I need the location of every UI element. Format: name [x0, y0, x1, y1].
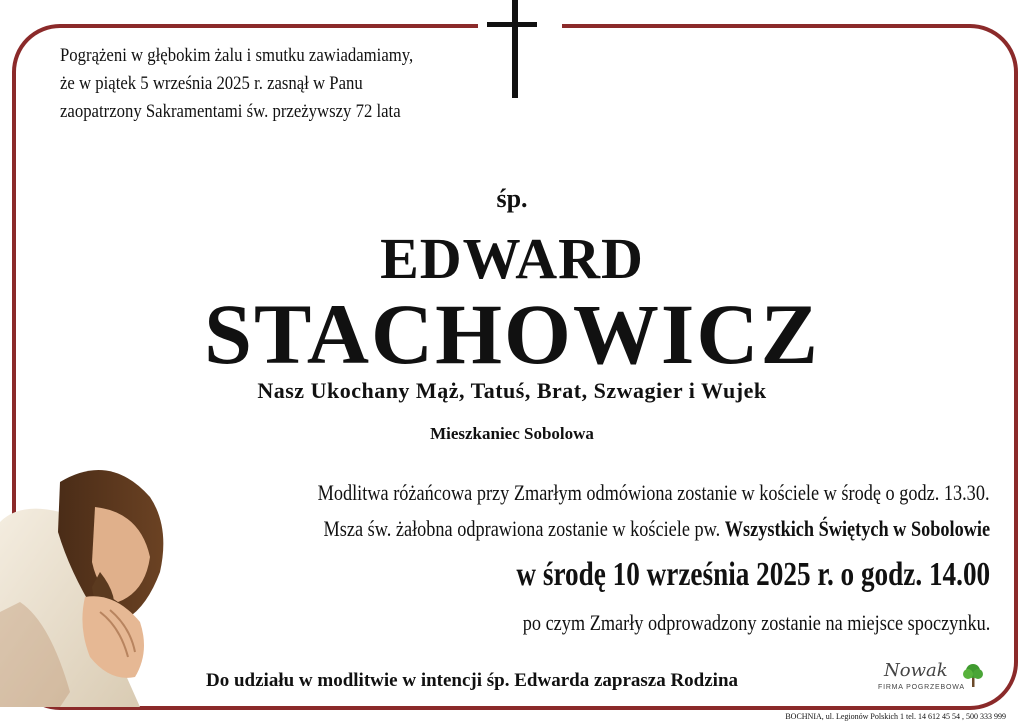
rosary-line: Modlitwa różańcowa przy Zmarłym odmówiona zostanie w kościele w środę o godz. 13.30. [318, 480, 990, 505]
intro-line-1: Pogrążeni w głębokim żalu i smutku zawiadamiamy, [60, 45, 414, 66]
intro-line-2: że w piątek 5 września 2025 r. zasnął w Panu [60, 73, 363, 94]
honorific-prefix: śp. [496, 184, 528, 213]
church-name: Wszystkich Świętych w Sobolowie [724, 516, 990, 541]
mass-prefix: Msza św. żałobna odprawiona zostanie w kościele pw. [323, 516, 721, 541]
logo-name: Nowak [884, 660, 948, 681]
invitation-line: Do udziału w modlitwie w intencji śp. Edwarda zaprasza Rodzina [206, 670, 739, 691]
residence-line: Mieszkaniec Sobolowa [430, 424, 594, 443]
mass-line [323, 516, 990, 542]
praying-jesus-image [0, 462, 175, 712]
tree-icon [960, 662, 986, 688]
date-time-line: w środę 10 września 2025 r. o godz. 14.00 [516, 556, 990, 593]
logo-subtitle: FIRMA POGRZEBOWA [878, 684, 965, 691]
footer-address: BOCHNIA, ul. Legionów Polskich 1 tel. 14 612 45 54 , 500 333 999 [785, 712, 1006, 721]
relation-line: Nasz Ukochany Mąż, Tatuś, Brat, Szwagier i Wujek [257, 378, 767, 403]
intro-text [60, 42, 430, 126]
last-name: STACHOWICZ [204, 286, 820, 382]
intro-line-3: zaopatrzony Sakramentami św. przeżywszy 72 lata [60, 101, 401, 122]
first-name: EDWARD [380, 226, 644, 291]
burial-line: po czym Zmarły odprowadzony zostanie na miejsce spoczynku. [522, 610, 990, 635]
funeral-home-logo [878, 662, 988, 696]
